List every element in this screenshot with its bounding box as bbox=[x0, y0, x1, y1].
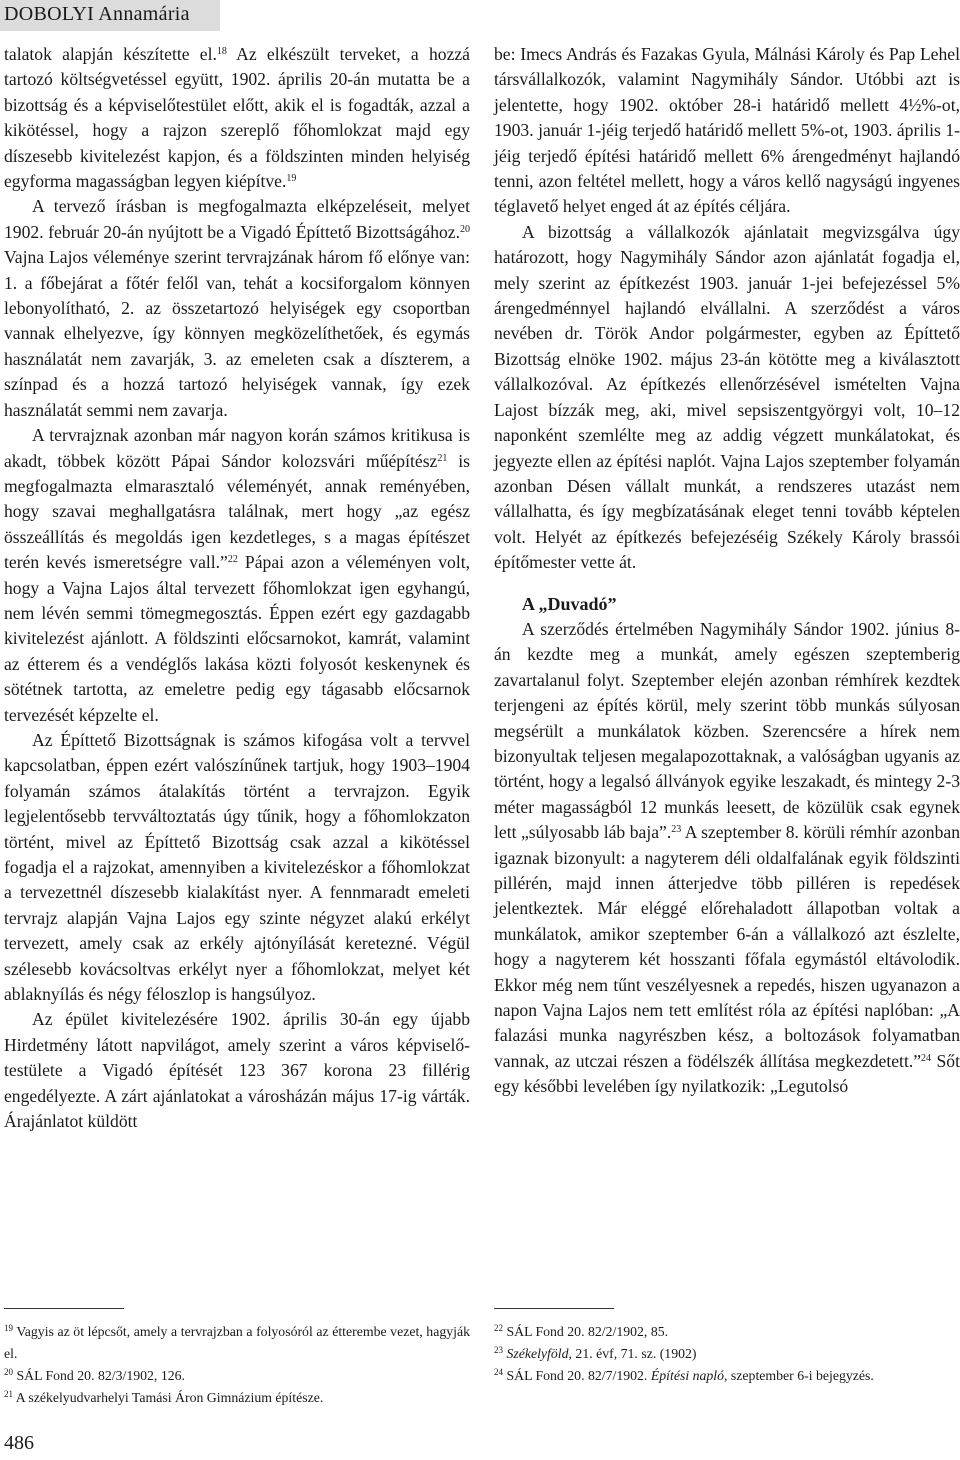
footnote bbox=[4, 1321, 470, 1365]
footnote-ref[interactable]: 21 bbox=[437, 452, 448, 464]
paragraph bbox=[4, 42, 470, 194]
footnote-divider bbox=[494, 1308, 614, 1309]
footnotes-left bbox=[4, 1321, 470, 1409]
paragraph: A bizottság a vállalkozók ajánlatait megvizsgálva úgy határozott, hogy Nagymihály Sándor azon ajánlatát fogadja el, mely szerint az építkezést 1903. január 1-jei befejezéssel 5% árengedménnyel hajlandó elvállalni. A szerződést a város nevében dr. Török Andor polgármester, egyben az Építtető Bizottság elnöke 1902. május 23-án kötötte meg a kiválasztott vállalkozóval. Az építkezés ellenőrzésével ismételten Vajna Lajost bízzák meg, aki, mivel sepsiszentgyörgyi volt, 10–12 naponként szemlélte meg az addig végzett munkálatokat, és jegyezte ellen az építési naplót. Vajna Lajos szeptember folyamán azonban Désen vállalt munkát, a rendszeres utazást nem vállalhatta, és így megbízatásának eleget tenni tovább képtelen volt. Helyét az építkezés befejezéséig Székely Károly brassói építőmester vette át. bbox=[494, 221, 960, 573]
paragraph: Az Építtető Bizottságnak is számos kifogása volt a tervvel kapcsolatban, éppen ezért valószínűnek tartjuk, hogy 1903–1904 folyamán számos átalakítás történt a tervrajzon. Egyik legjelentősebb tervváltoztatás úgy tűnik, hogy a főhomlokzaton történt, mivel az Építtető Bizottság csak azzal a kikötéssel fogadja el a rajzokat, amennyiben a kivitelezéskor a főhomlokzat a tervezettnél díszesebb kialakítást nyer. A fennmaradt emeleti tervrajz alapján Vajna Lajos egy szinte négyzet alakú erkélyt tervezett, amely csak az erkély ajtónyílását keretezné. Végül szélesebb kovácsoltvas erkélyt nyer a főhomlokzat, melyet két ablaknyílás és négy féloszlop is hangsúlyoz. bbox=[4, 729, 470, 1005]
text-run: A tervrajznak azonban már nagyon korán számos kritikusa is akadt, többek között Pápai Sándor kolozsvári műépítész bbox=[4, 425, 470, 471]
footnote-number: 20 bbox=[4, 1367, 13, 1377]
footnote-ref[interactable]: 19 bbox=[286, 173, 297, 185]
section-heading: A „Duvadó” bbox=[522, 593, 617, 614]
footnote-number: 19 bbox=[4, 1323, 13, 1333]
footnote-text: Vagyis az öt lépcsőt, amely a tervrajzban a folyosóról az étterembe vezet, hagyják el. bbox=[4, 1324, 470, 1361]
text-run: is megfogalmazta elmarasztaló véleményét, annak reményében, hogy szavai meghallgatásra találnak, mert hogy „az egész összeállítás és megoldás igen kezdetleges, s a magas építészet terén kevés ismeretségre vall.” bbox=[4, 450, 471, 573]
page-number: 486 bbox=[4, 1432, 34, 1454]
footnote-number: 22 bbox=[494, 1323, 503, 1333]
footnote bbox=[494, 1321, 960, 1343]
text-run: Sőt egy későbbi levelében így nyilatkozik: „Legutolsó bbox=[494, 1050, 960, 1097]
paragraph: Az épület kivitelezésére 1902. április 30-án egy újabb Hirdetmény látott napvilágot, amely szerint a város képviselő-testülete a Vigadó építését 123 367 korona 23 fillérig engedélyezte. A zárt ajánlatokat a városházán május 17-ig várták. Árajánlatot küldött bbox=[4, 1009, 470, 1132]
footnote-ref[interactable]: 24 bbox=[921, 1052, 932, 1064]
footnote-italic: Székelyföld bbox=[506, 1346, 569, 1361]
footnote bbox=[4, 1387, 470, 1409]
paragraph: be: Imecs András és Fazakas Gyula, Málnási Károly és Pap Lehel társvállalkozók, valamint Nagymihály Sándor. Utóbbi azt is jelentette, hogy 1902. október 28-i határidő mellett 4½%-ot, 1903. január 1-jéig terjedő határidő mellett 5%-ot, 1903. április 1-jéig terjedő építési határidő mellett 6% árengedményt hajlandó tenni, azon feltétel mellett, hogy a város kellő nagyságú ingyenes téglavető helyet enged át az építés céljára. bbox=[494, 44, 960, 217]
footnote-text: A székelyudvarhelyi Tamási Áron Gimnázium építésze. bbox=[13, 1390, 324, 1405]
paragraph bbox=[4, 423, 470, 728]
text-run: Pápai azon a véleményen volt, hogy a Vajna Lajos által tervezett főhomlokzat igen egyhangú, nem lévén semmi tömegmegosztás. Éppen ezért egy gazdagabb kivitelezést ajánlott. A földszinti előcsarnokot, kamrát, valamint az étterem és a vendéglős lakása közti folyosót keskenynek és sötétnek tartotta, az emeletre pedig egy tágasabb előcsarnok tervezését képzelte el. bbox=[4, 552, 470, 725]
footnote-number: 21 bbox=[4, 1389, 13, 1399]
footnote-ref[interactable]: 22 bbox=[227, 554, 238, 566]
footnote-divider bbox=[4, 1308, 124, 1309]
footnote-text: , 21. évf, 71. sz. (1902) bbox=[568, 1346, 697, 1361]
footnote-ref[interactable]: 18 bbox=[216, 46, 227, 57]
footnote-italic: Építési napló bbox=[650, 1368, 725, 1383]
footnote-ref[interactable]: 20 bbox=[460, 223, 470, 235]
left-column bbox=[4, 42, 470, 1134]
text-run: A szeptember 8. körüli rémhír azonban igaznak bizonyult: a nagyterem déli oldalfalának egyik földszinti pillérén, majd innen átterjedve több pilléren is repedések jelentkeztek. Már eléggé előrehaladott állapotban voltak a munkálatok, amikor szeptember 6-án a vállalkozó azt észlelte, hogy a nagyterem két hosszanti főfala egymástól eltávolodik. Ekkor még nem tűnt veszélyesnek a repedés, hiszen ugyanazon a napon Vajna Lajos nem tett említést róla az építési naplóban: „A falazási munka nagyrészben kész, a boltozások folyamatban vannak, az utczai részen a födélszék állítása megkezdetett.” bbox=[494, 822, 960, 1071]
footnote-ref[interactable]: 23 bbox=[671, 824, 682, 836]
running-header bbox=[0, 0, 220, 31]
text-run: talatok alapján készítette el. bbox=[4, 44, 217, 64]
paragraph bbox=[494, 617, 960, 1100]
text-run: Vajna Lajos véleménye szerint tervrajzának három fő előnye van: 1. a főbejárat a főtér felől van, tehát a kocsiforgalom könnyen lebonyolítható, 2. az összetartozó helyiségek egy csoportban vannak elhelyezve, így könnyen megközelíthetőek, és egymás használatát nem zavarják, 3. az emeleten csak a díszterem, a színpad és a hozzá tartozó helyiségek vannak, így ezek használatát semmi nem zavarja. bbox=[4, 247, 470, 420]
footnote-number: 23 bbox=[494, 1345, 503, 1355]
text-run: Az elkészült terveket, a hozzá tartozó költségvetéssel együtt, 1902. április 20-án mutatta be a bizottság és a képviselőtestület előtt, akik el is fogadták, azzal a kikötéssel, hogy a rajzon szereplő főhomlokzat majd egy díszesebb kivitelezést kapjon, és a földszinten minden helyiség egyforma magasságban legyen kiépítve. bbox=[4, 44, 470, 192]
right-column bbox=[494, 42, 960, 1100]
footnote-text: SÁL Fond 20. 82/2/1902, 85. bbox=[503, 1324, 669, 1339]
footnote bbox=[4, 1365, 470, 1387]
footnote-text: SÁL Fond 20. 82/3/1902, 126. bbox=[13, 1368, 185, 1383]
footnote-text: SÁL Fond 20. 82/7/1902. bbox=[503, 1368, 651, 1383]
text-run: A tervező írásban is megfogalmazta elképzeléseit, melyet 1902. február 20-án nyújtott be a Vigadó Építtető Bizottságához. bbox=[4, 196, 470, 242]
author-name: DOBOLYI Annamária bbox=[4, 3, 190, 25]
text-run: A szerződés értelmében Nagymihály Sándor 1902. június 8-án kezdte meg a munkát, amely egészen szeptemberig zavartalanul folyt. Szeptember elején azonban rémhírek kezdtek terjengeni az építés körül, mely szerint több munkás súlyosan megsérült a munkálatok közben. Szerencsére a hírek nem bizonyultak teljesen megalapozottaknak, a valóságban ugyanis az történt, hogy a legalsó állványok egyike leszakadt, és mintegy 2-3 méter magasságból 12 munkás leesett, de közülük csak egynek lett „súlyosabb láb baja”. bbox=[494, 618, 960, 843]
footnote-number: 24 bbox=[494, 1367, 503, 1377]
paragraph bbox=[4, 194, 470, 423]
footnote-text: , szeptember 6-i bejegyzés. bbox=[724, 1368, 874, 1383]
footnotes-right bbox=[494, 1321, 960, 1387]
footnote bbox=[494, 1365, 960, 1387]
footnote bbox=[494, 1343, 960, 1365]
